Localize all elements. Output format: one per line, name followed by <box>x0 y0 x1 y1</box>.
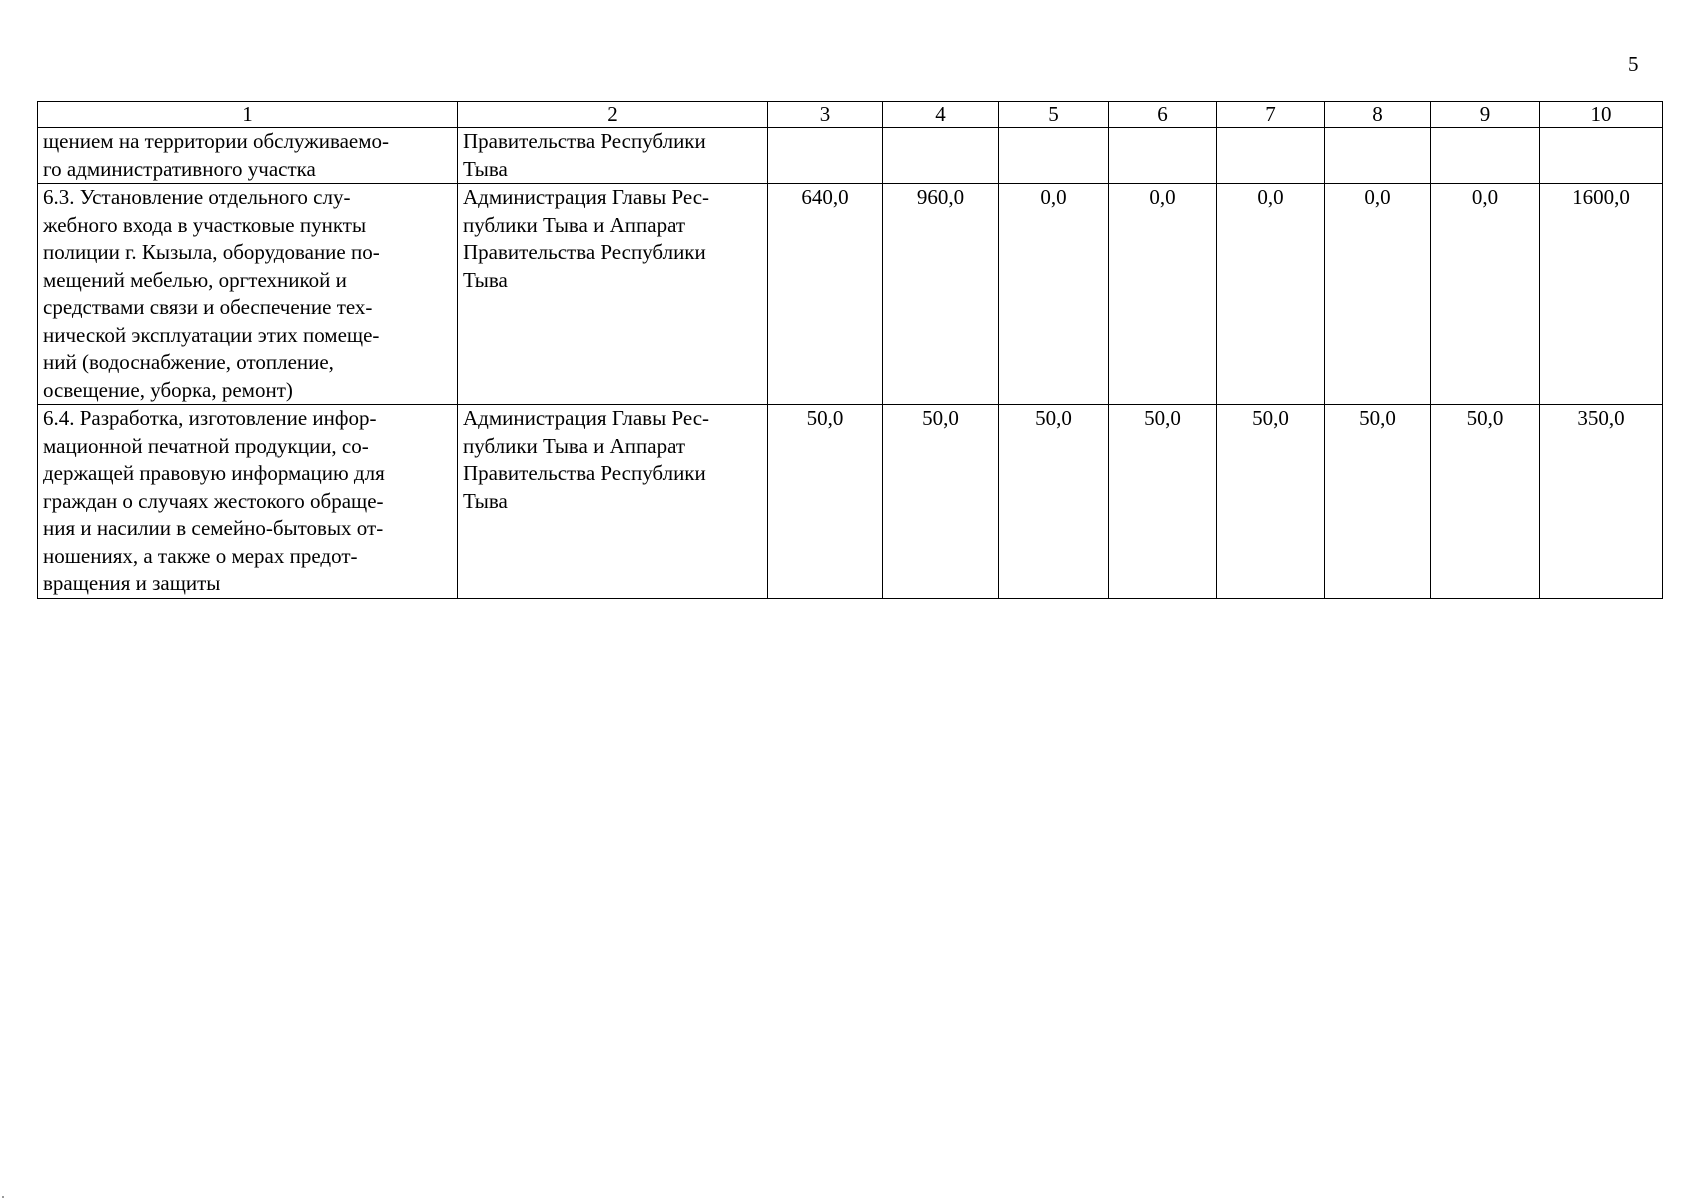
total-cell-col10 <box>1540 128 1663 184</box>
value-cell-col6: 50,0 <box>1109 405 1217 599</box>
measure-description-line: ношениях, а также о мерах предот- <box>43 543 358 568</box>
total-cell-col10: 1600,0 <box>1540 184 1663 405</box>
table-row <box>38 405 1663 599</box>
scan-artifact <box>2 1196 4 1198</box>
value-cell-col9 <box>1431 128 1540 184</box>
column-header-1: 1 <box>38 102 458 128</box>
value-cell-col6: 0,0 <box>1109 184 1217 405</box>
value-cell-col5: 0,0 <box>999 184 1109 405</box>
total-cell-col10: 350,0 <box>1540 405 1663 599</box>
column-header-5: 5 <box>999 102 1109 128</box>
executor-line: публики Тыва и Аппарат <box>463 433 686 458</box>
executor-cell <box>458 405 768 599</box>
value-cell-col3: 50,0 <box>768 405 883 599</box>
value-cell-col7 <box>1217 128 1325 184</box>
column-header-4: 4 <box>883 102 999 128</box>
table-row <box>38 128 1663 184</box>
executor-line: Тыва <box>463 488 508 513</box>
column-header-8: 8 <box>1325 102 1431 128</box>
executor-line: Тыва <box>463 267 508 292</box>
executor-line: Администрация Главы Рес- <box>463 406 710 430</box>
measure-description-line: 6.4. Разработка, изготовление инфор- <box>43 406 377 430</box>
value-cell-col9: 0,0 <box>1431 184 1540 405</box>
measure-description-line: мещений мебелью, оргтехникой и <box>43 267 347 292</box>
column-header-10: 10 <box>1540 102 1663 128</box>
value-cell-col5 <box>999 128 1109 184</box>
executor-line: Правительства Республики <box>463 240 706 264</box>
column-header-6: 6 <box>1109 102 1217 128</box>
value-cell-col4: 960,0 <box>883 184 999 405</box>
measure-description-cell <box>38 128 458 184</box>
executor-line: Тыва <box>463 156 508 181</box>
measure-description-cell <box>38 405 458 599</box>
measure-description-line: освещение, уборка, ремонт) <box>43 377 293 402</box>
value-cell-col8: 50,0 <box>1325 405 1431 599</box>
measure-description-line: нической эксплуатации этих помеще- <box>43 322 380 347</box>
executor-line: Администрация Главы Рес- <box>463 185 710 209</box>
page-number: 5 <box>1628 52 1639 76</box>
measure-description-line: ний (водоснабжение, отопление, <box>43 350 334 374</box>
measure-description-line: 6.3. Установление отдельного слу- <box>43 185 351 209</box>
measure-description-line: граждан о случаях жестокого обраще- <box>43 488 384 513</box>
value-cell-col7: 50,0 <box>1217 405 1325 599</box>
column-header-9: 9 <box>1431 102 1540 128</box>
executor-cell <box>458 128 768 184</box>
value-cell-col3 <box>768 128 883 184</box>
measure-description-line: средствами связи и обеспечение тех- <box>43 295 373 319</box>
measure-description-line: мационной печатной продукции, со- <box>43 433 369 458</box>
value-cell-col6 <box>1109 128 1217 184</box>
measure-description-line: вращения и защиты <box>43 571 221 595</box>
value-cell-col3: 640,0 <box>768 184 883 405</box>
measure-description-line: полиции г. Кызыла, оборудование по- <box>43 240 380 264</box>
table-row <box>38 184 1663 405</box>
measure-description-line: ния и насилии в семейно-бытовых от- <box>43 516 384 540</box>
value-cell-col7: 0,0 <box>1217 184 1325 405</box>
measure-description-line: держащей правовую информацию для <box>43 461 385 485</box>
column-number-row <box>38 102 1663 128</box>
value-cell-col8: 0,0 <box>1325 184 1431 405</box>
executor-line: Правительства Республики <box>463 461 706 485</box>
value-cell-col8 <box>1325 128 1431 184</box>
value-cell-col4 <box>883 128 999 184</box>
column-header-7: 7 <box>1217 102 1325 128</box>
measure-description-cell <box>38 184 458 405</box>
column-header-2: 2 <box>458 102 768 128</box>
measure-description-line: го административного участка <box>43 156 316 181</box>
budget-table <box>37 101 1663 599</box>
measure-description-line: щением на территории обслуживаемо- <box>43 129 390 153</box>
measure-description-line: жебного входа в участковые пункты <box>43 212 367 237</box>
value-cell-col9: 50,0 <box>1431 405 1540 599</box>
column-header-3: 3 <box>768 102 883 128</box>
executor-line: публики Тыва и Аппарат <box>463 212 686 237</box>
executor-line: Правительства Республики <box>463 129 706 153</box>
executor-cell <box>458 184 768 405</box>
value-cell-col4: 50,0 <box>883 405 999 599</box>
value-cell-col5: 50,0 <box>999 405 1109 599</box>
